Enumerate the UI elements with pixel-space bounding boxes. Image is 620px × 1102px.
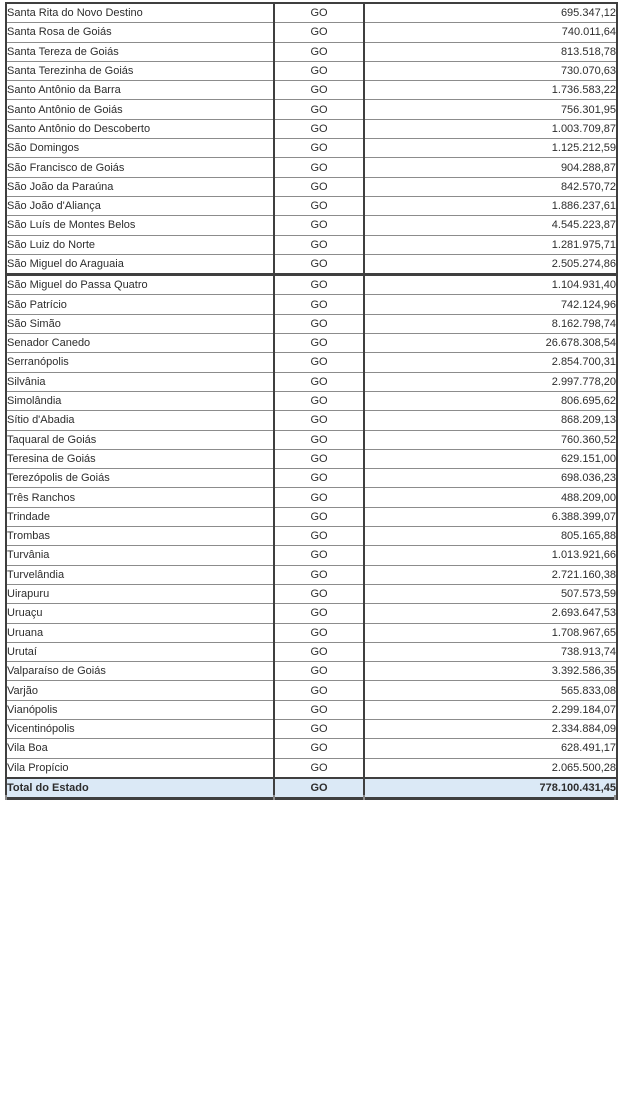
total-row [6, 778, 617, 799]
municipality-cell: Trindade [6, 507, 274, 526]
value-cell: 6.388.399,07 [364, 507, 617, 526]
table-row [6, 139, 617, 158]
value-cell: 2.997.778,20 [364, 372, 617, 391]
value-cell: 1.013.921,66 [364, 546, 617, 565]
state-cell: GO [274, 61, 364, 80]
table-row [6, 681, 617, 700]
total-state-cell: GO [274, 778, 364, 799]
value-cell: 1.125.212,59 [364, 139, 617, 158]
state-cell: GO [274, 565, 364, 584]
state-cell: GO [274, 235, 364, 254]
table-row [6, 23, 617, 42]
table-row [6, 604, 617, 623]
value-cell: 868.209,13 [364, 411, 617, 430]
total-label: Total do Estado [6, 778, 274, 799]
municipality-cell: São Patrício [6, 295, 274, 314]
municipality-cell: Taquaral de Goiás [6, 430, 274, 449]
state-cell: GO [274, 604, 364, 623]
value-cell: 813.518,78 [364, 42, 617, 61]
state-cell: GO [274, 700, 364, 719]
table-row [6, 334, 617, 353]
value-cell: 2.299.184,07 [364, 700, 617, 719]
table-row [6, 295, 617, 314]
table-row [6, 623, 617, 642]
municipality-cell: Santa Terezinha de Goiás [6, 61, 274, 80]
table-row [6, 507, 617, 526]
value-cell: 756.301,95 [364, 100, 617, 119]
municipality-cell: Simolândia [6, 391, 274, 410]
value-cell: 2.065.500,28 [364, 758, 617, 778]
municipality-cell: São João da Paraúna [6, 177, 274, 196]
value-cell: 695.347,12 [364, 3, 617, 23]
municipality-cell: Vila Boa [6, 739, 274, 758]
municipality-cell: São Miguel do Araguaia [6, 254, 274, 274]
state-cell: GO [274, 177, 364, 196]
municipality-cell: Varjão [6, 681, 274, 700]
municipality-cell: Uirapuru [6, 584, 274, 603]
total-value-cell: 778.100.431,45 [364, 778, 617, 799]
municipality-cell: São Luís de Montes Belos [6, 216, 274, 235]
municipality-cell: Turvelândia [6, 565, 274, 584]
table-row [6, 411, 617, 430]
value-cell: 1.736.583,22 [364, 81, 617, 100]
value-cell: 742.124,96 [364, 295, 617, 314]
table-row [6, 527, 617, 546]
value-cell: 760.360,52 [364, 430, 617, 449]
state-cell: GO [274, 681, 364, 700]
value-cell: 806.695,62 [364, 391, 617, 410]
municipality-cell: Urutaí [6, 642, 274, 661]
municipality-cell: Teresina de Goiás [6, 449, 274, 468]
value-cell: 805.165,88 [364, 527, 617, 546]
municipality-cell: Uruaçu [6, 604, 274, 623]
state-cell: GO [274, 275, 364, 295]
municipality-cell: São Luiz do Norte [6, 235, 274, 254]
state-cell: GO [274, 642, 364, 661]
municipality-cell: Três Ranchos [6, 488, 274, 507]
state-cell: GO [274, 158, 364, 177]
value-cell: 629.151,00 [364, 449, 617, 468]
state-cell: GO [274, 719, 364, 738]
state-cell: GO [274, 42, 364, 61]
value-cell: 3.392.586,35 [364, 662, 617, 681]
value-cell: 565.833,08 [364, 681, 617, 700]
state-cell: GO [274, 758, 364, 778]
value-cell: 2.334.884,09 [364, 719, 617, 738]
municipalities-table [5, 2, 618, 800]
value-cell: 2.693.647,53 [364, 604, 617, 623]
municipality-cell: Turvânia [6, 546, 274, 565]
municipality-cell: Santa Tereza de Goiás [6, 42, 274, 61]
value-cell: 1.708.967,65 [364, 623, 617, 642]
table-row [6, 372, 617, 391]
value-cell: 730.070,63 [364, 61, 617, 80]
table-row [6, 61, 617, 80]
table-row [6, 430, 617, 449]
table-row [6, 546, 617, 565]
state-cell: GO [274, 507, 364, 526]
state-cell: GO [274, 139, 364, 158]
municipality-cell: São Miguel do Passa Quatro [6, 275, 274, 295]
state-cell: GO [274, 391, 364, 410]
table-row [6, 196, 617, 215]
municipality-cell: Senador Canedo [6, 334, 274, 353]
table-row [6, 254, 617, 274]
state-cell: GO [274, 449, 364, 468]
value-cell: 1.886.237,61 [364, 196, 617, 215]
value-cell: 507.573,59 [364, 584, 617, 603]
state-cell: GO [274, 314, 364, 333]
state-cell: GO [274, 546, 364, 565]
table-row [6, 353, 617, 372]
table-row [6, 584, 617, 603]
state-cell: GO [274, 662, 364, 681]
table-row [6, 642, 617, 661]
state-cell: GO [274, 254, 364, 274]
municipality-cell: Santa Rosa de Goiás [6, 23, 274, 42]
table-row [6, 758, 617, 778]
municipality-cell: Silvânia [6, 372, 274, 391]
state-cell: GO [274, 23, 364, 42]
value-cell: 1.003.709,87 [364, 119, 617, 138]
state-cell: GO [274, 430, 364, 449]
value-cell: 26.678.308,54 [364, 334, 617, 353]
municipality-cell: São Francisco de Goiás [6, 158, 274, 177]
table-row [6, 719, 617, 738]
state-cell: GO [274, 372, 364, 391]
value-cell: 8.162.798,74 [364, 314, 617, 333]
state-cell: GO [274, 623, 364, 642]
table-row [6, 565, 617, 584]
table-row [6, 449, 617, 468]
table-row [6, 158, 617, 177]
table-row [6, 3, 617, 23]
municipality-cell: Trombas [6, 527, 274, 546]
municipality-cell: Vicentinópolis [6, 719, 274, 738]
state-cell: GO [274, 334, 364, 353]
municipality-cell: Serranópolis [6, 353, 274, 372]
state-cell: GO [274, 739, 364, 758]
state-cell: GO [274, 216, 364, 235]
value-cell: 1.104.931,40 [364, 275, 617, 295]
value-cell: 842.570,72 [364, 177, 617, 196]
value-cell: 2.505.274,86 [364, 254, 617, 274]
municipality-cell: Santo Antônio do Descoberto [6, 119, 274, 138]
table-row [6, 662, 617, 681]
municipality-cell: São Simão [6, 314, 274, 333]
table-row [6, 700, 617, 719]
value-cell: 628.491,17 [364, 739, 617, 758]
table-row [6, 177, 617, 196]
table-row [6, 42, 617, 61]
state-cell: GO [274, 488, 364, 507]
value-cell: 4.545.223,87 [364, 216, 617, 235]
table-row [6, 739, 617, 758]
municipality-cell: Terezópolis de Goiás [6, 469, 274, 488]
state-cell: GO [274, 295, 364, 314]
municipality-cell: São João d'Aliança [6, 196, 274, 215]
municipality-cell: Santo Antônio de Goiás [6, 100, 274, 119]
value-cell: 698.036,23 [364, 469, 617, 488]
municipality-cell: Vianópolis [6, 700, 274, 719]
value-cell: 904.288,87 [364, 158, 617, 177]
table-row [6, 275, 617, 295]
value-cell: 2.854.700,31 [364, 353, 617, 372]
value-cell: 740.011,64 [364, 23, 617, 42]
state-cell: GO [274, 196, 364, 215]
municipality-cell: Valparaíso de Goiás [6, 662, 274, 681]
table-body [6, 3, 617, 778]
municipality-cell: Uruana [6, 623, 274, 642]
table-row [6, 81, 617, 100]
table-row [6, 391, 617, 410]
state-cell: GO [274, 353, 364, 372]
state-cell: GO [274, 119, 364, 138]
state-cell: GO [274, 411, 364, 430]
table-row [6, 216, 617, 235]
table-row [6, 488, 617, 507]
state-cell: GO [274, 81, 364, 100]
municipality-cell: Sítio d'Abadia [6, 411, 274, 430]
state-cell: GO [274, 469, 364, 488]
state-cell: GO [274, 527, 364, 546]
state-cell: GO [274, 3, 364, 23]
municipality-cell: São Domingos [6, 139, 274, 158]
table-row [6, 119, 617, 138]
municipality-cell: Vila Propício [6, 758, 274, 778]
state-cell: GO [274, 584, 364, 603]
table-row [6, 314, 617, 333]
value-cell: 738.913,74 [364, 642, 617, 661]
value-cell: 1.281.975,71 [364, 235, 617, 254]
municipality-cell: Santo Antônio da Barra [6, 81, 274, 100]
table-row [6, 235, 617, 254]
municipality-cell: Santa Rita do Novo Destino [6, 3, 274, 23]
table-row [6, 100, 617, 119]
value-cell: 2.721.160,38 [364, 565, 617, 584]
state-cell: GO [274, 100, 364, 119]
table-row [6, 469, 617, 488]
value-cell: 488.209,00 [364, 488, 617, 507]
